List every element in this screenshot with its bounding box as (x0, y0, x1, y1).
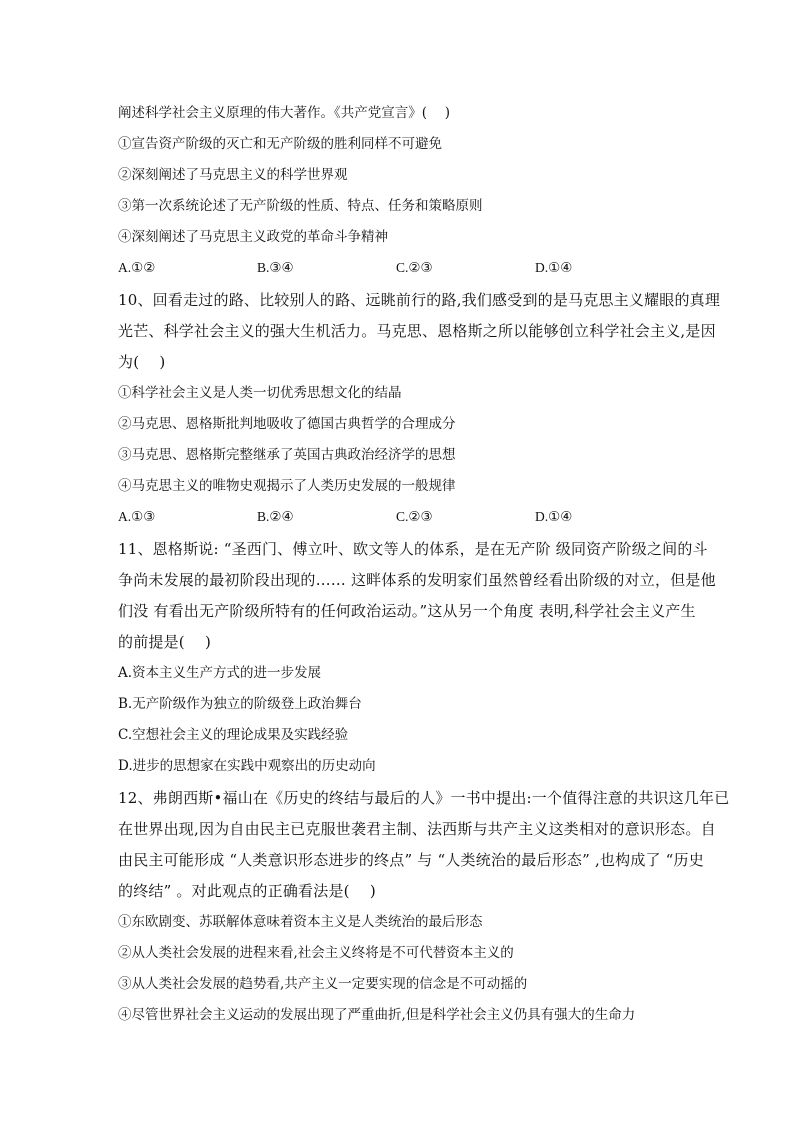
q10-stem-line-1: 10、回看走过的路、比较别人的路、远眺前行的路,我们感受到的是马克思主义耀眼的真理 (118, 291, 721, 309)
q10-item-1: ①科学社会主义是人类一切优秀思想文化的结晶 (118, 385, 402, 401)
q12-item-4: ④尽管世界社会主义运动的发展出现了严重曲折,但是科学社会主义仍具有强大的生命力 (118, 1007, 636, 1023)
q12-stem-line-1: 12、弗朗西斯•福山在《历史的终结与最后的人》一书中提出:一个值得注意的共识这几年已 (118, 789, 730, 807)
q10-item-3: ③马克思、恩格斯完整继承了英国古典政治经济学的思想 (118, 447, 456, 463)
q12-stem-line-2: 在世界出现,因为自由民主已克服世袭君主制、法西斯与共产主义这类相对的意识形态。自 (118, 820, 716, 838)
q9-item-4: ④深刻阐述了马克思主义政党的革命斗争精神 (118, 229, 388, 245)
q12-item-2: ②从人类社会发展的进程来看,社会主义终将是不可代替资本主义的 (118, 945, 514, 961)
q12-item-1: ①东欧剧变、苏联解体意味着资本主义是人类统治的最后形态 (118, 914, 483, 930)
q12-item-3: ③从人类社会发展的趋势看,共产主义一定要实现的信念是不可动摇的 (118, 976, 528, 992)
q11-option-c: C.空想社会主义的理论成果及实践经验 (118, 727, 349, 743)
q9-choice-c: C.②③ (396, 260, 433, 275)
q12-stem-line-3: 由民主可能形成 “人类意识形态进步的终点” 与 “人类统治的最后形态” ,也构成了 “历史 (118, 851, 704, 869)
q9-choice-a: A.①② (118, 260, 156, 275)
q10-choice-b: B.②④ (257, 509, 294, 524)
q11-option-d: D.进步的思想家在实践中观察出的历史动向 (118, 758, 376, 774)
q10-choice-d: D.①④ (535, 509, 573, 524)
q12-stem-line-4: 的终结” 。对此观点的正确看法是( ) (118, 882, 376, 900)
q10-stem-line-3: 为( ) (118, 353, 166, 371)
q10-choice-a: A.①③ (118, 509, 156, 524)
q9-choice-d: D.①④ (535, 260, 573, 275)
q11-stem-line-2: 争尚未发展的最初阶段出现的…… 这畔体系的发明家们虽然曾经看出阶级的对立，但是他 (118, 571, 716, 589)
q11-stem-line-4: 的前提是( ) (118, 633, 212, 651)
q9-stem-tail: 阐述科学社会主义原理的伟大著作。《共产党宣言》( ) (118, 105, 451, 121)
q9-item-1: ①宣告资产阶级的灭亡和无产阶级的胜利同样不可避免 (118, 136, 442, 152)
q10-item-2: ②马克思、恩格斯批判地吸收了德国古典哲学的合理成分 (118, 416, 456, 432)
q9-choice-b: B.③④ (257, 260, 294, 275)
q10-choice-c: C.②③ (396, 509, 433, 524)
q11-stem-line-3: 们没 有看出无产阶级所特有的任何政治运动。”这从另一个角度 表明,科学社会主义产生 (118, 602, 696, 620)
q10-stem-line-2: 光芒、科学社会主义的强大生机活力。马克思、恩格斯之所以能够创立科学社会主义,是因 (118, 322, 716, 340)
q10-item-4: ④马克思主义的唯物史观揭示了人类历史发展的一般规律 (118, 478, 456, 494)
q11-stem-line-1: 11、恩格斯说: “圣西门、傅立叶、欧文等人的体系，是在无产阶 级同资产阶级之间的斗 (118, 540, 708, 558)
q9-item-3: ③第一次系统论述了无产阶级的性质、特点、任务和策略原则 (118, 198, 483, 214)
q9-item-2: ②深刻阐述了马克思主义的科学世界观 (118, 167, 348, 183)
q11-option-b: B.无产阶级作为独立的阶级登上政治舞台 (118, 696, 362, 712)
q11-option-a: A.资本主义生产方式的进一步发展 (118, 665, 322, 681)
